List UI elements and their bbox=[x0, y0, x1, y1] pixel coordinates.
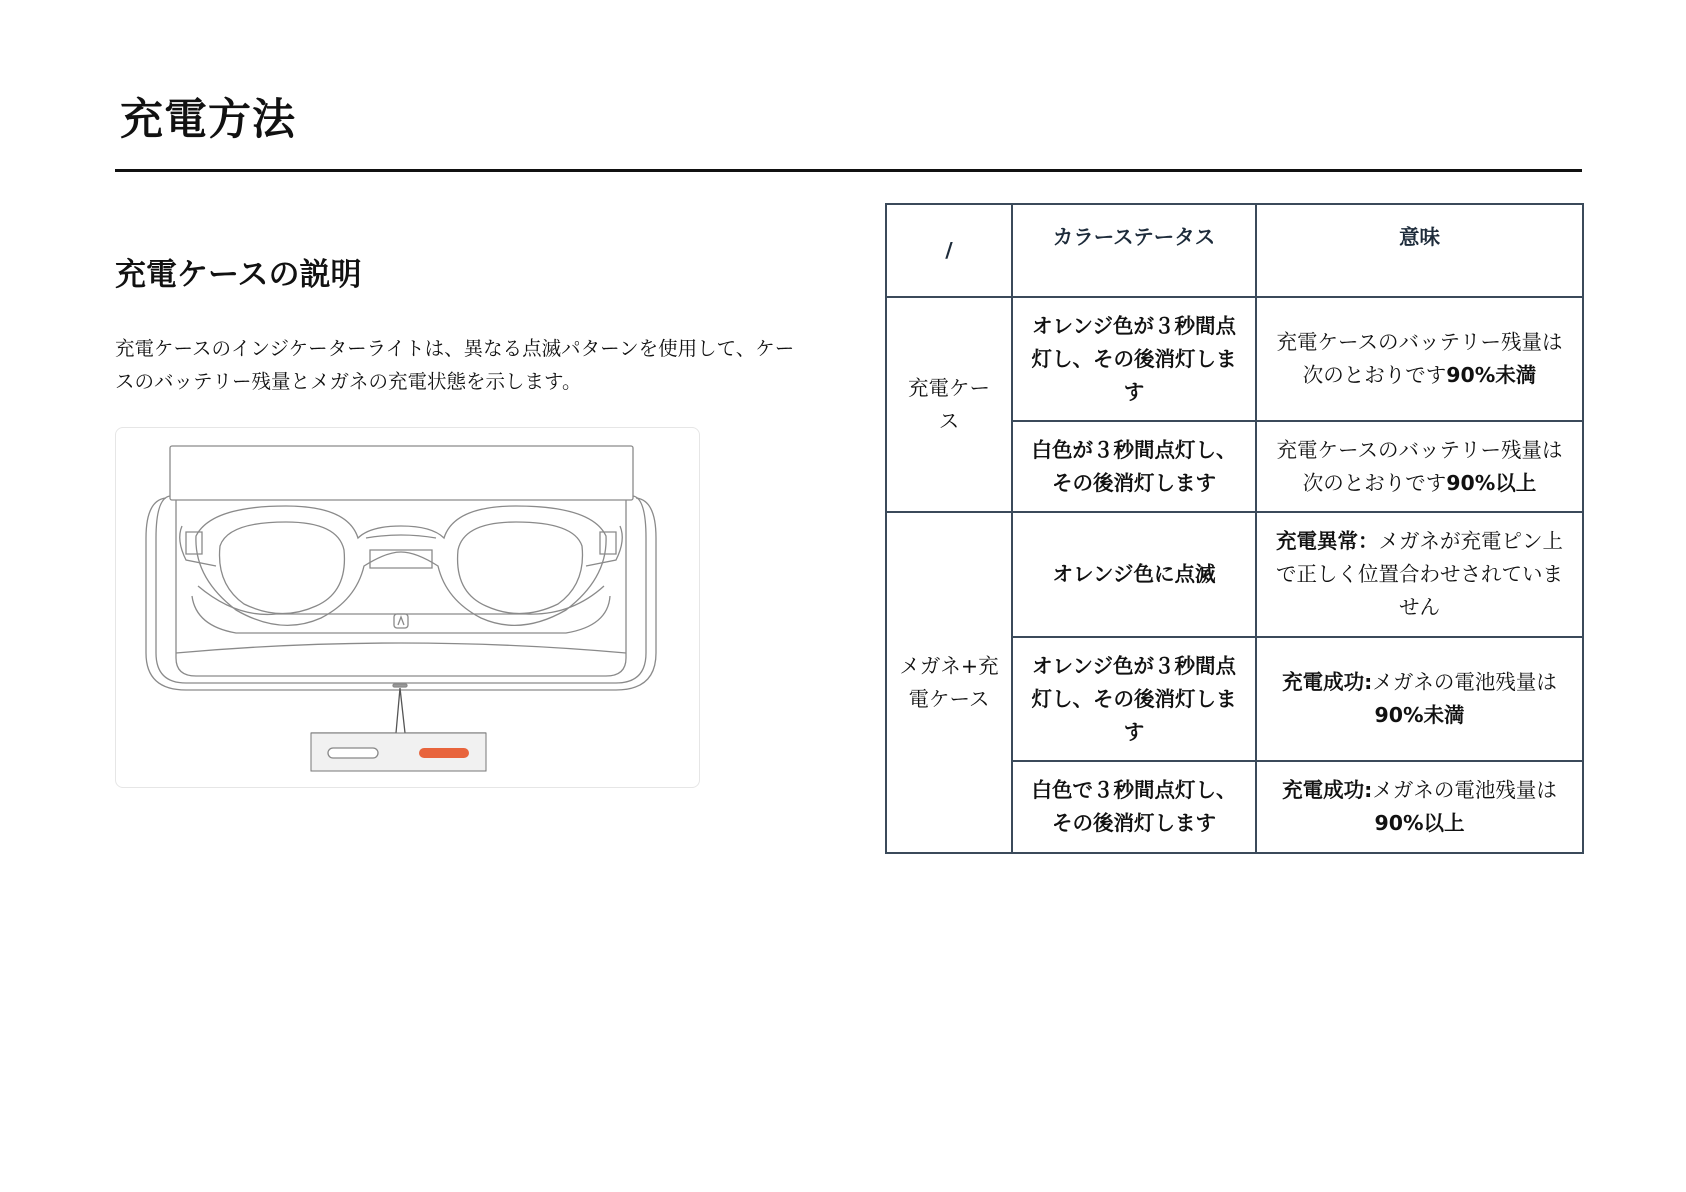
header-meaning: 意味 bbox=[1256, 204, 1583, 297]
color-status-cell: オレンジ色が３秒間点灯し、その後消灯します bbox=[1012, 297, 1256, 421]
meaning-cell: 充電異常：メガネが充電ピン上で正しく位置合わせされていません bbox=[1256, 512, 1583, 637]
meaning-cell: 充電ケースのバッテリー残量は次のとおりです90%未満 bbox=[1256, 297, 1583, 421]
charging-case-illustration bbox=[115, 427, 700, 788]
color-status-cell: 白色が３秒間点灯し、その後消灯します bbox=[1012, 421, 1256, 512]
page-title: 充電方法 bbox=[120, 95, 296, 145]
table-header-row bbox=[886, 204, 1583, 297]
group-label-glasses-case: メガネ+充電ケース bbox=[886, 512, 1012, 853]
meaning-cell: 充電成功:メガネの電池残量は 90%未満 bbox=[1256, 637, 1583, 761]
case-body bbox=[146, 498, 656, 690]
indicator-status-table bbox=[885, 203, 1584, 854]
header-slash: / bbox=[886, 204, 1012, 297]
meaning-cell: 充電ケースのバッテリー残量は次のとおりです90%以上 bbox=[1256, 421, 1583, 512]
orange-indicator-light bbox=[419, 748, 469, 758]
color-status-cell: オレンジ色に点滅 bbox=[1012, 512, 1256, 637]
group-label-case: 充電ケース bbox=[886, 297, 1012, 512]
color-status-cell: オレンジ色が３秒間点灯し、その後消灯します bbox=[1012, 637, 1256, 761]
meaning-cell: 充電成功:メガネの電池残量は 90%以上 bbox=[1256, 761, 1583, 853]
description-text: 充電ケースのインジケーターライトは、異なる点滅パターンを使用して、ケースのバッテリー残量とメガネの充電状態を示します。 bbox=[115, 337, 795, 393]
white-indicator-light bbox=[328, 748, 378, 758]
right-lens bbox=[458, 522, 583, 614]
section-heading: 充電ケースの説明 bbox=[115, 257, 362, 293]
color-status-cell: 白色で３秒間点灯し、その後消灯します bbox=[1012, 761, 1256, 853]
indicator-slot bbox=[393, 684, 407, 687]
left-lens bbox=[220, 522, 345, 614]
title-divider bbox=[115, 169, 1582, 172]
header-color-status: カラーステータス bbox=[1012, 204, 1256, 297]
glasses-in-case-drawing bbox=[116, 428, 699, 787]
table-row bbox=[886, 297, 1583, 421]
table-row bbox=[886, 512, 1583, 637]
case-lid bbox=[170, 446, 633, 500]
